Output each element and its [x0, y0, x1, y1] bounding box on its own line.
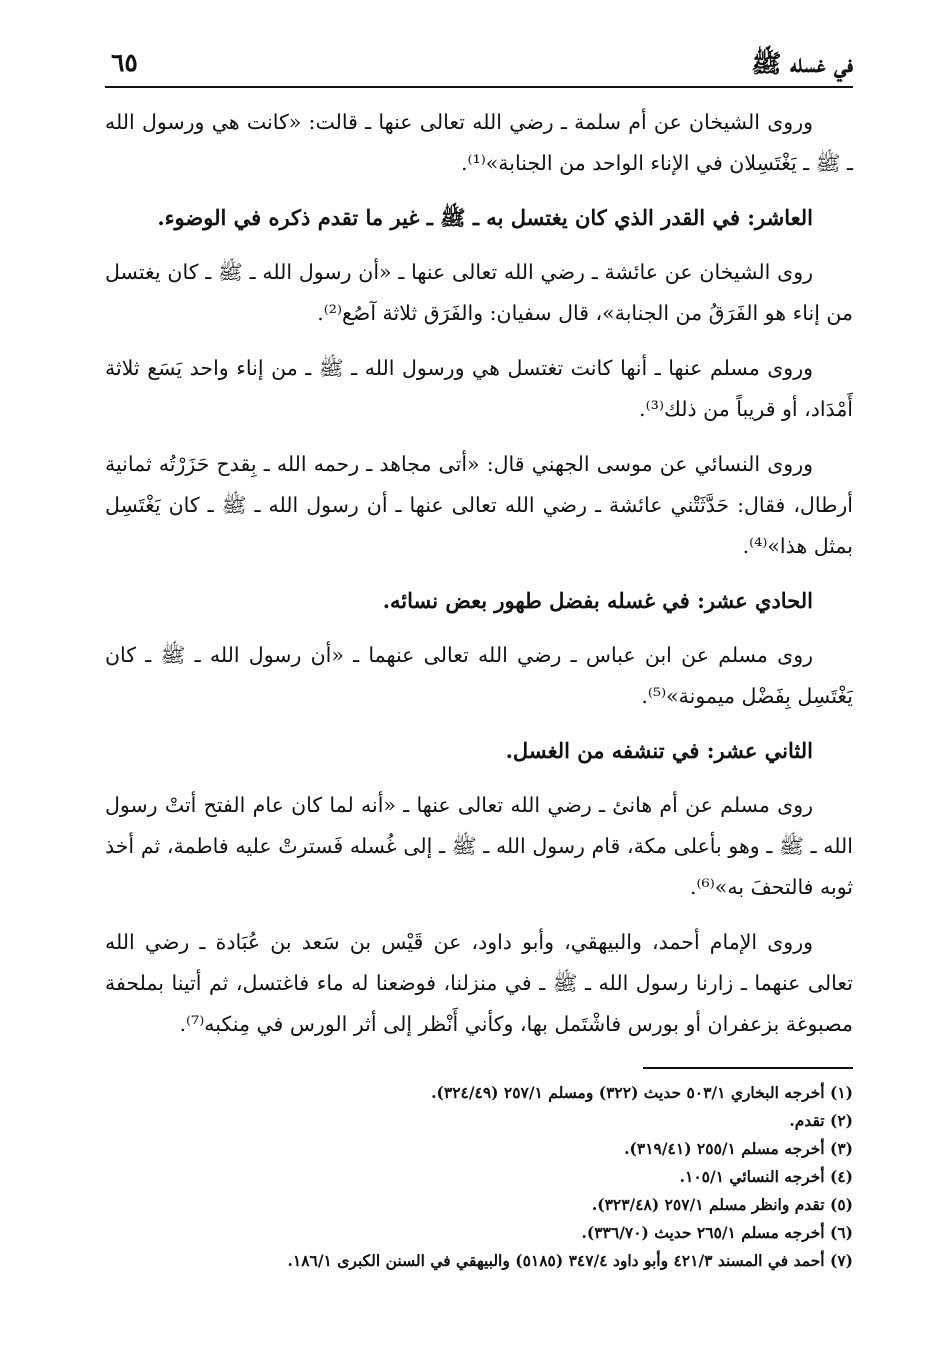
paragraph: وروى الإمام أحمد، والبيهقي، وأبو داود، عن قَيْس بن سَعد بن عُبَادة ـ رضي الله تعالى عنهما ـ زارنا رسول الله ـ ﷺ ـ في منزلنا، فوضعنا له ماء فاغتسل، ثم أتينا بملحفة مصبوغة بزعفران أو بورس فاشْتَمل بها، وكأني أَنْظر إلى أثر الورس في مِنكبه⁽⁷⁾.	[105, 930, 853, 1036]
footnote: (٢) تقدم.	[789, 1111, 853, 1130]
footnote: (٧) أحمد في المسند ٤٢١/٣ وأبو داود ٣٤٧/٤ (٥١٨٥) والبيهقي في السنن الكبرى ١٨٦/١.	[287, 1251, 853, 1270]
paragraph: روى مسلم عن ابن عباس ـ رضي الله تعالى عنهما ـ «أن رسول الله ـ ﷺ ـ كان يَغْتَسِل بِفَضْل ميمونة»⁽⁵⁾.	[105, 643, 853, 708]
paragraph: وروى مسلم عنها ـ أنها كانت تغتسل هي ورسول الله ـ ﷺ ـ من إناء واحد يَسَع ثلاثة أَمْدَاد، أو قريباً من ذلك⁽³⁾.	[105, 356, 853, 421]
section-heading: الثاني عشر: في تنشفه من الغسل.	[505, 738, 813, 763]
paragraph: وروى الشيخان عن أم سلمة ـ رضي الله تعالى عنها ـ قالت: «كانت هي ورسول الله ـ ﷺ ـ يَغْتَسِلان في الإناء الواحد من الجنابة»⁽¹⁾.	[105, 110, 853, 175]
paragraph: روى مسلم عن أم هانئ ـ رضي الله تعالى عنها ـ «أنه لما كان عام الفتح أتتْ رسول الله ـ ﷺ ـ وهو بأعلى مكة، قام رسول الله ـ ﷺ ـ إلى غُسله فَسترتْ عليه فاطمة، ثم أخذ ثوبه فالتحفَ به»⁽⁶⁾.	[105, 793, 853, 899]
footnote: (٦) أخرجه مسلم ٢٦٥/١ حديث (٣٣٦/٧٠).	[581, 1223, 853, 1242]
section-heading: العاشر: في القدر الذي كان يغتسل به ـ ﷺ ـ غير ما تقدم ذكره في الوضوء.	[157, 205, 813, 230]
chapter-title: في غسله ﷺ	[751, 49, 853, 78]
main-text	[105, 102, 853, 1045]
footnote: (٥) تقدم وانظر مسلم ٢٥٧/١ (٣٢٣/٤٨).	[591, 1195, 853, 1214]
footnote: (١) أخرجه البخاري ٥٠٣/١ حديث (٣٢٢) ومسلم ٢٥٧/١ (٣٢٤/٤٩).	[431, 1083, 853, 1102]
page-number: ٦٥	[111, 48, 138, 77]
paragraph: روى الشيخان عن عائشة ـ رضي الله تعالى عنها ـ «أن رسول الله ـ ﷺ ـ كان يغتسل من إناء هو الفَرَقُ من الجنابة»، قال سفيان: والفَرَق ثلاثة آصُع⁽²⁾.	[105, 260, 853, 325]
footnote: (٤) أخرجه النسائي ١٠٥/١.	[679, 1167, 853, 1186]
paragraph: وروى النسائي عن موسى الجهني قال: «أتى مجاهد ـ رحمه الله ـ بِقدح حَزَرْتُه ثمانية أرطال، فقال: حَدَّثَتْني عائشة ـ رضي الله تعالى عنها ـ أن رسول الله ـ ﷺ ـ كان يَغْتَسِل بمثل هذا»⁽⁴⁾.	[105, 452, 853, 558]
footnotes-list	[105, 1079, 853, 1275]
footnote-divider	[643, 1067, 853, 1069]
section-heading: الحادي عشر: في غسله بفضل طهور بعض نسائه.	[382, 588, 813, 613]
footnote: (٣) أخرجه مسلم ٢٥٥/١ (٣١٩/٤١).	[624, 1139, 853, 1158]
book-page	[105, 42, 853, 1275]
running-header	[105, 42, 853, 88]
